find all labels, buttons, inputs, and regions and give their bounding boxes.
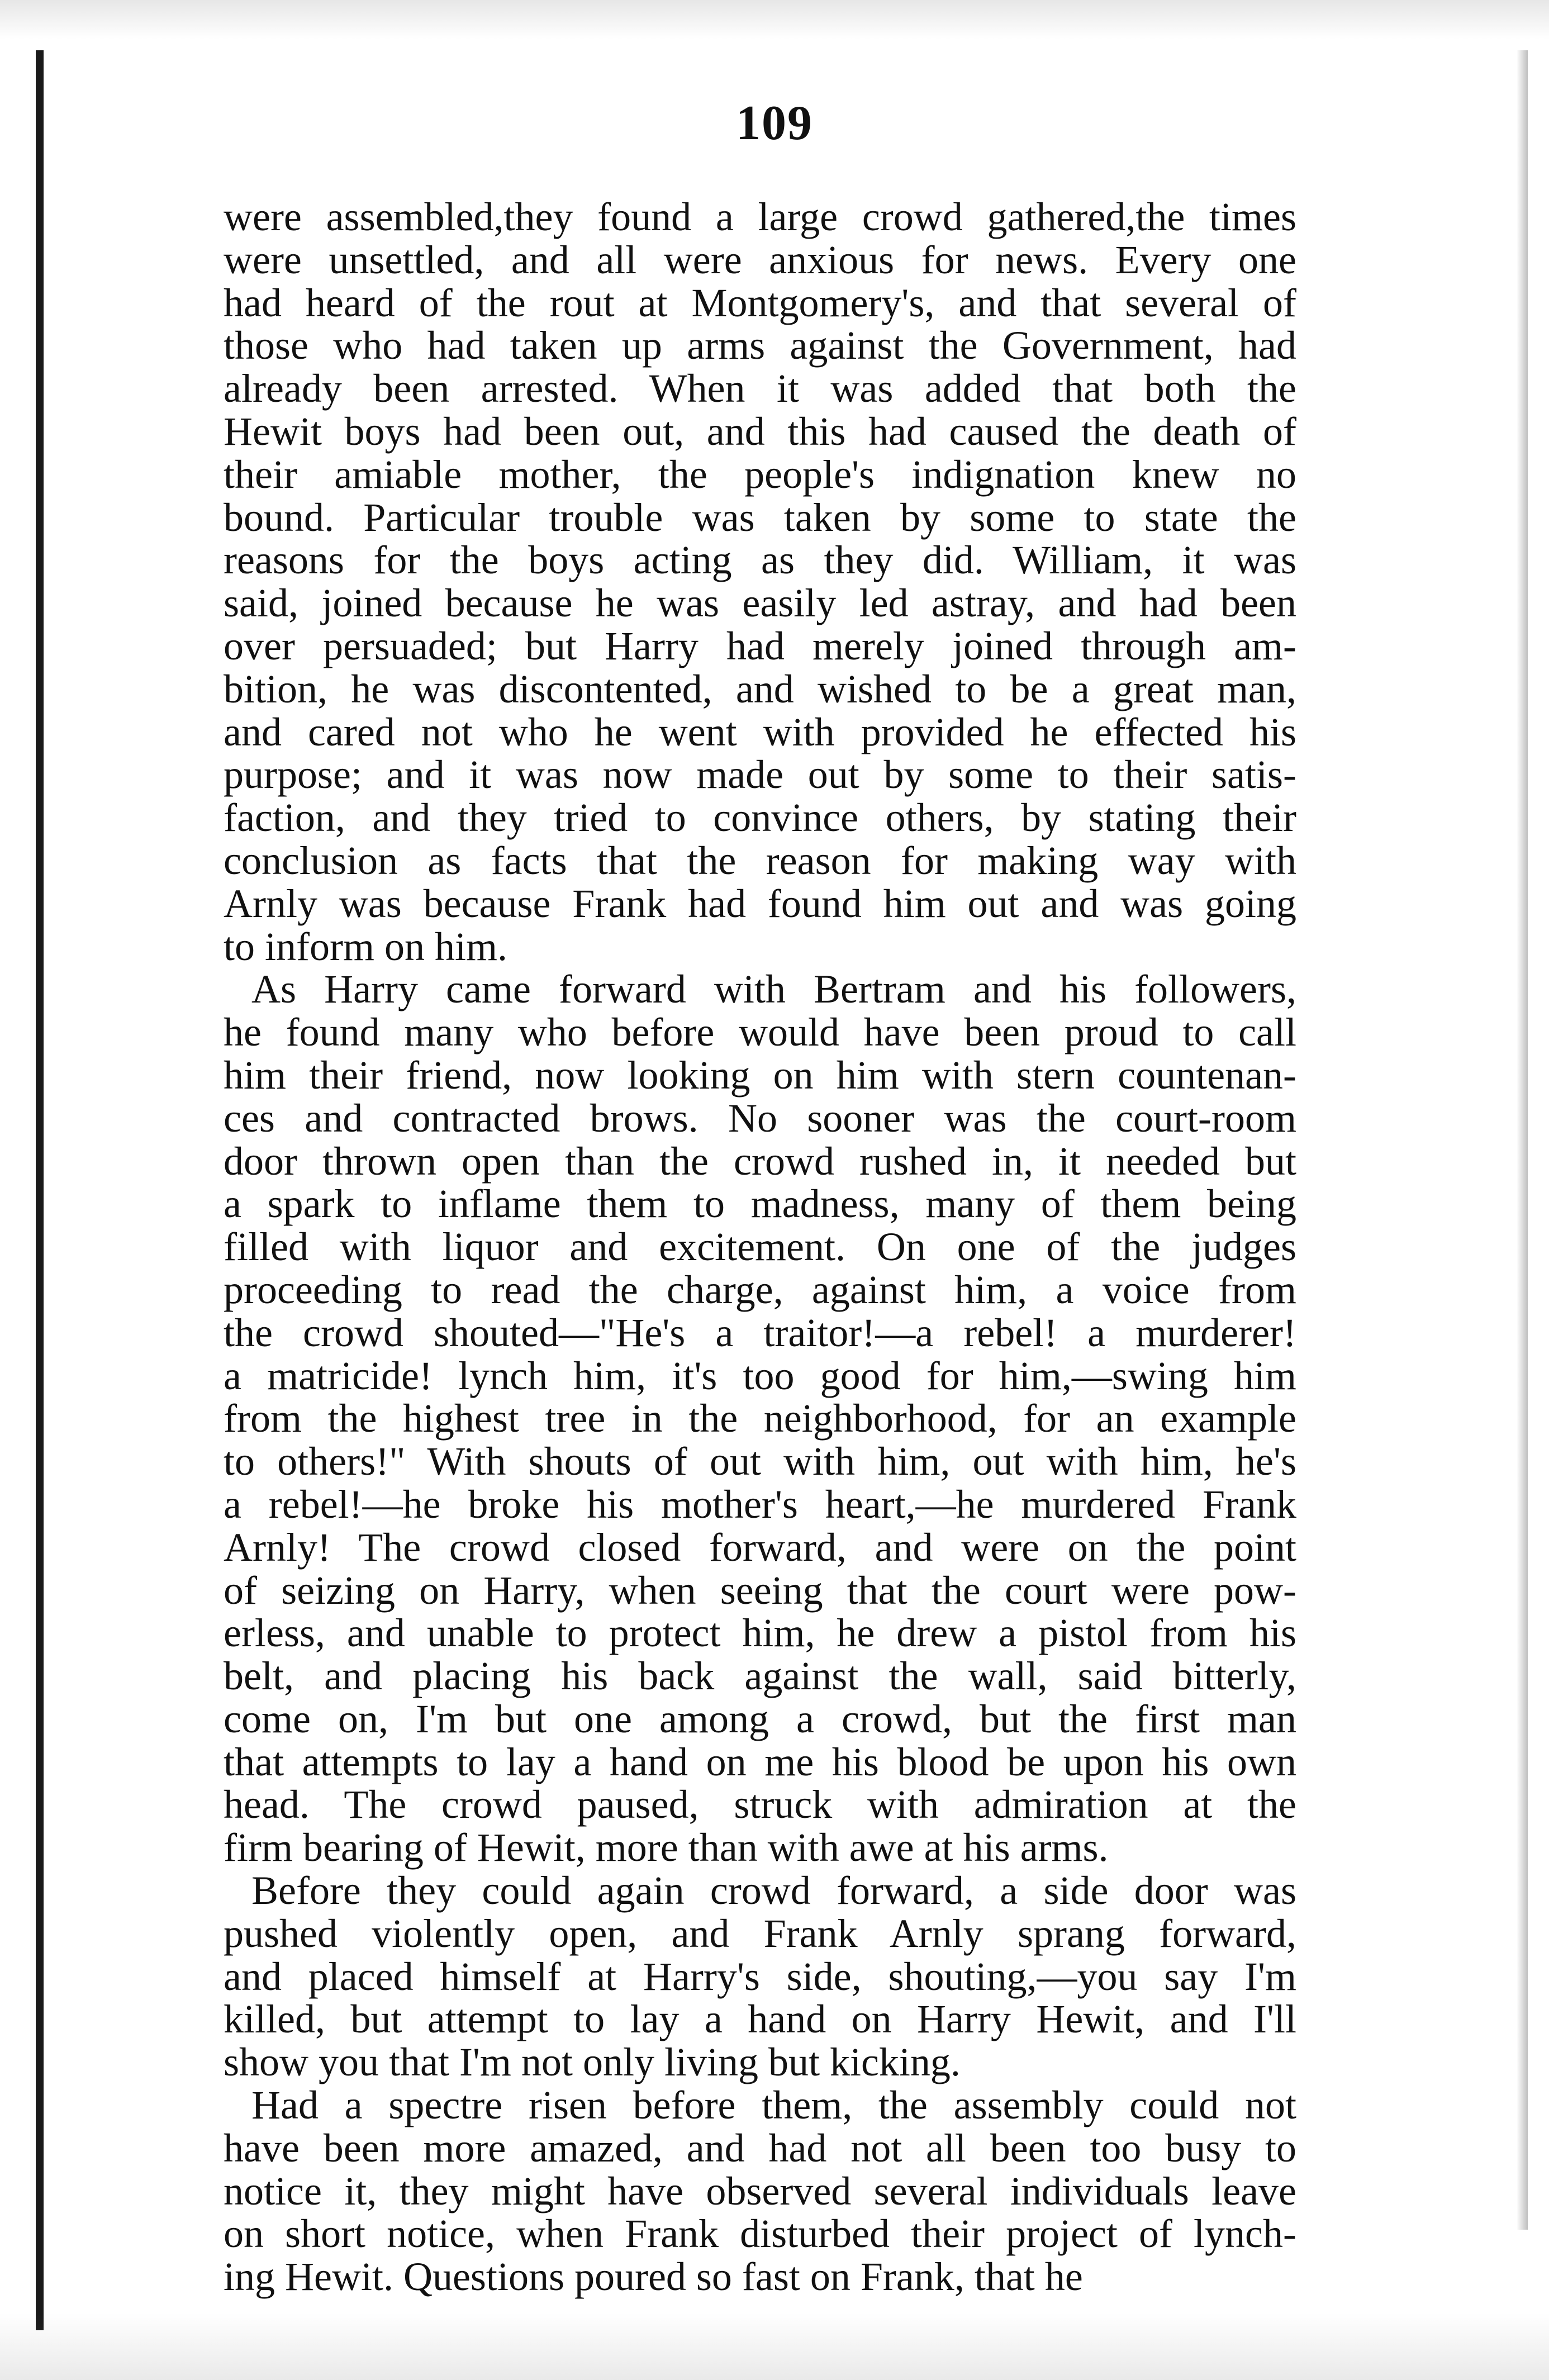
text-line: notice it, they might have observed several individuals leave	[224, 2168, 1296, 2213]
text-line: door thrown open than the crowd rushed in, it needed but	[224, 1138, 1296, 1184]
text-line: their amiable mother, the people's indignation knew no	[224, 452, 1296, 497]
page-right-edge-shadow	[1517, 50, 1528, 2230]
text-line: those who had taken up arms against the Government, had	[224, 323, 1296, 368]
text-line: over persuaded; but Harry had merely joined through am-	[224, 623, 1296, 668]
text-line: As Harry came forward with Bertram and his followers,	[251, 967, 1296, 1012]
text-line: proceeding to read the charge, against him, a voice from	[224, 1267, 1296, 1312]
text-line: faction, and they tried to convince others, by stating their	[224, 795, 1296, 840]
page-bottom-shadow	[0, 2313, 1549, 2380]
text-line: to others!" With shouts of out with him, out with him, he's	[224, 1439, 1296, 1484]
paragraph	[224, 2084, 1296, 2298]
text-line: from the highest tree in the neighborhood, for an example	[224, 1396, 1296, 1441]
text-line: him their friend, now looking on him with stern countenan-	[224, 1052, 1296, 1098]
binding-edge	[36, 50, 44, 2330]
paragraph	[224, 1869, 1296, 2084]
body-text	[224, 196, 1296, 2298]
text-line: were assembled,they found a large crowd gathered,the times	[224, 194, 1296, 239]
text-line: filled with liquor and excitement. On one of the judges	[224, 1224, 1296, 1270]
text-line: bound. Particular trouble was taken by some to state the	[224, 495, 1296, 540]
page-top-shadow	[0, 0, 1549, 39]
page-number: 109	[736, 96, 813, 150]
text-line: conclusion as facts that the reason for making way with	[224, 838, 1296, 883]
text-line: that attempts to lay a hand on me his blood be upon his own	[224, 1739, 1296, 1784]
text-line: have been more amazed, and had not all been too busy to	[224, 2125, 1296, 2170]
text-line: Arnly! The crowd closed forward, and were on the point	[224, 1524, 1296, 1570]
text-line: bition, he was discontented, and wished to be a great man,	[224, 666, 1296, 711]
text-line: firm bearing of Hewit, more than with awe at his arms.	[224, 1825, 1109, 1870]
text-line: on short notice, when Frank disturbed their project of lynch-	[224, 2211, 1296, 2257]
text-line: already been arrested. When it was added that both the	[224, 366, 1296, 411]
text-line: a rebel!—he broke his mother's heart,—he murdered Frank	[224, 1481, 1296, 1527]
text-line: of seizing on Harry, when seeing that the court were pow-	[224, 1567, 1296, 1613]
text-line: show you that I'm not only living but kicking.	[224, 2040, 961, 2085]
text-line: he found many who before would have been proud to call	[224, 1010, 1296, 1055]
text-line: Before they could again crowd forward, a side door was	[251, 1868, 1296, 1913]
text-line: Had a spectre risen before them, the assembly could not	[251, 2083, 1296, 2128]
text-line: the crowd shouted—"He's a traitor!—a rebel! a murderer!	[224, 1310, 1296, 1355]
text-line: ces and contracted brows. No sooner was the court-room	[224, 1095, 1296, 1141]
text-line: ing Hewit. Questions poured so fast on Frank, that he	[224, 2254, 1083, 2300]
text-line: Arnly was because Frank had found him out and was going	[224, 881, 1296, 926]
text-line: and cared not who he went with provided he effected his	[224, 709, 1296, 754]
text-line: purpose; and it was now made out by some to their satis-	[224, 752, 1296, 797]
text-line: reasons for the boys acting as they did. William, it was	[224, 538, 1296, 583]
text-line: a matricide! lynch him, it's too good for him,—swing him	[224, 1353, 1296, 1398]
text-line: belt, and placing his back against the wall, said bitterly,	[224, 1654, 1296, 1699]
text-line: killed, but attempt to lay a hand on Harry Hewit, and I'll	[224, 1997, 1296, 2042]
text-line: to inform on him.	[224, 924, 507, 969]
text-line: were unsettled, and all were anxious for news. Every one	[224, 237, 1296, 282]
text-line: said, joined because he was easily led astray, and had been	[224, 581, 1296, 626]
text-line: head. The crowd paused, struck with admiration at the	[224, 1782, 1296, 1827]
text-line: and placed himself at Harry's side, shouting,—you say I'm	[224, 1954, 1296, 1999]
text-line: pushed violently open, and Frank Arnly sprang forward,	[224, 1911, 1296, 1956]
text-line: a spark to inflame them to madness, many of them being	[224, 1181, 1296, 1227]
text-line: had heard of the rout at Montgomery's, and that several of	[224, 280, 1296, 325]
paragraph	[224, 196, 1296, 968]
text-line: come on, I'm but one among a crowd, but the first man	[224, 1696, 1296, 1741]
paragraph	[224, 968, 1296, 1869]
text-line: Hewit boys had been out, and this had caused the death of	[224, 408, 1296, 454]
text-line: erless, and unable to protect him, he drew a pistol from his	[224, 1611, 1296, 1656]
